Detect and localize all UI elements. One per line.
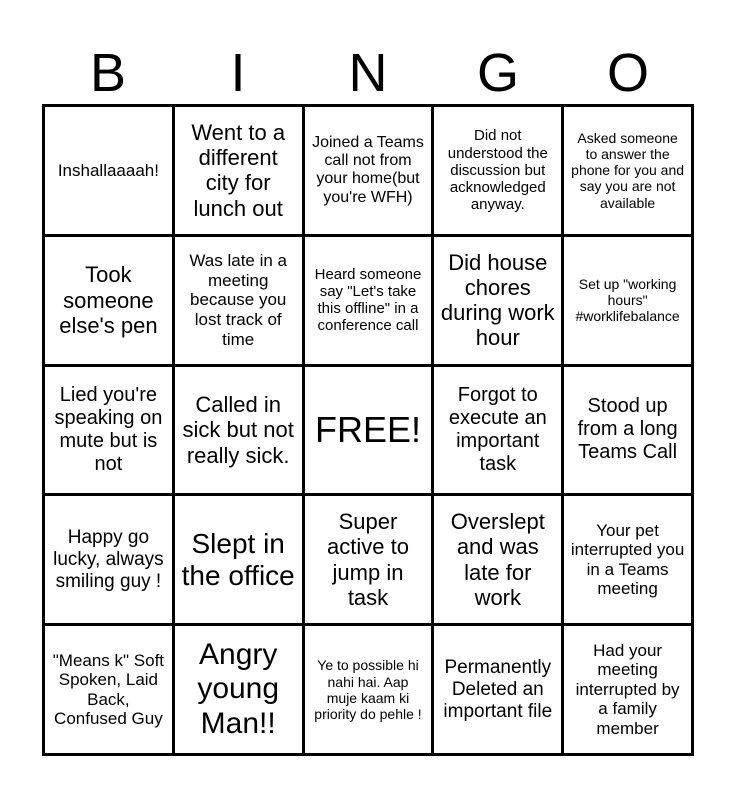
cell-text: Was late in a meeting because you lost track of time: [189, 251, 288, 349]
bingo-cell[interactable]: [434, 107, 561, 234]
bingo-cell[interactable]: [175, 107, 302, 234]
cell-text: Joined a Teams call not from your home(but you're WFH): [312, 133, 424, 206]
header-letter-g: G: [476, 43, 519, 103]
bingo-cell[interactable]: [45, 237, 172, 364]
bingo-cell[interactable]: [175, 367, 302, 494]
bingo-cell[interactable]: [434, 496, 561, 623]
bingo-cell[interactable]: [305, 107, 432, 234]
cell-text: Super active to jump in task: [327, 509, 409, 611]
cell-text: Forgot to execute an important task: [448, 383, 547, 475]
cell-text: FREE!: [314, 409, 421, 451]
cell-text: Did house chores during work hour: [440, 249, 555, 351]
cell-text: Lied you're speaking on mute but is not: [54, 383, 163, 475]
bingo-cell[interactable]: [434, 367, 561, 494]
cell-text: Asked someone to answer the phone for you and say you are not available: [571, 130, 685, 211]
cell-text: Did not understood the discussion but acknowledged anyway.: [447, 127, 548, 214]
bingo-cell[interactable]: [175, 626, 302, 753]
header-letter-i: I: [230, 43, 246, 103]
bingo-cell[interactable]: [564, 107, 691, 234]
cell-text: Went to a different city for lunch out: [191, 119, 286, 221]
cell-text: Happy go lucky, always smiling guy !: [53, 527, 164, 592]
cell-text: Permanently Deleted an important file: [443, 656, 553, 722]
cell-text: "Means k" Soft Spoken, Laid Back, Confused Guy: [52, 650, 165, 729]
bingo-cell[interactable]: [45, 367, 172, 494]
header-letter-b: B: [89, 43, 127, 103]
bingo-cell[interactable]: [45, 107, 172, 234]
bingo-cell[interactable]: [434, 237, 561, 364]
cell-text: Called in sick but not really sick.: [182, 392, 294, 468]
cell-text: Your pet interrupted you in a Teams meeting: [570, 520, 685, 599]
bingo-cell[interactable]: [305, 237, 432, 364]
cell-text: Ye to possible hi nahi hai. Aap muje kaam ki priority do pehle !: [314, 657, 422, 722]
bingo-cell[interactable]: [564, 237, 691, 364]
cell-text: Overslept and was late for work: [450, 509, 545, 611]
bingo-cell[interactable]: [175, 237, 302, 364]
bingo-cell[interactable]: [175, 496, 302, 623]
cell-text: Heard someone say "Let's take this offline" in a conference call: [314, 265, 422, 335]
cell-text: Slept in the office: [181, 527, 295, 591]
header-letter-o: O: [606, 43, 649, 103]
bingo-cell[interactable]: [564, 626, 691, 753]
bingo-cell[interactable]: [45, 496, 172, 623]
bingo-cell[interactable]: [45, 626, 172, 753]
cell-text: Took someone else's pen: [59, 262, 158, 338]
bingo-cell[interactable]: [305, 496, 432, 623]
cell-text: Had your meeting interrupted by a family member: [575, 640, 680, 738]
cell-text: Stood up from a long Teams Call: [577, 395, 678, 464]
cell-text: Angry young Man!!: [197, 637, 280, 740]
bingo-cell[interactable]: [305, 626, 432, 753]
cell-text: Inshallaaaah!: [57, 160, 159, 180]
bingo-cell[interactable]: [434, 626, 561, 753]
bingo-board: [42, 104, 694, 756]
bingo-cell[interactable]: [564, 496, 691, 623]
free-space[interactable]: [305, 367, 432, 494]
bingo-cell[interactable]: [564, 367, 691, 494]
bingo-header: [43, 40, 693, 106]
cell-text: Set up "working hours" #worklifebalance: [575, 276, 680, 325]
header-letter-n: N: [348, 43, 388, 103]
